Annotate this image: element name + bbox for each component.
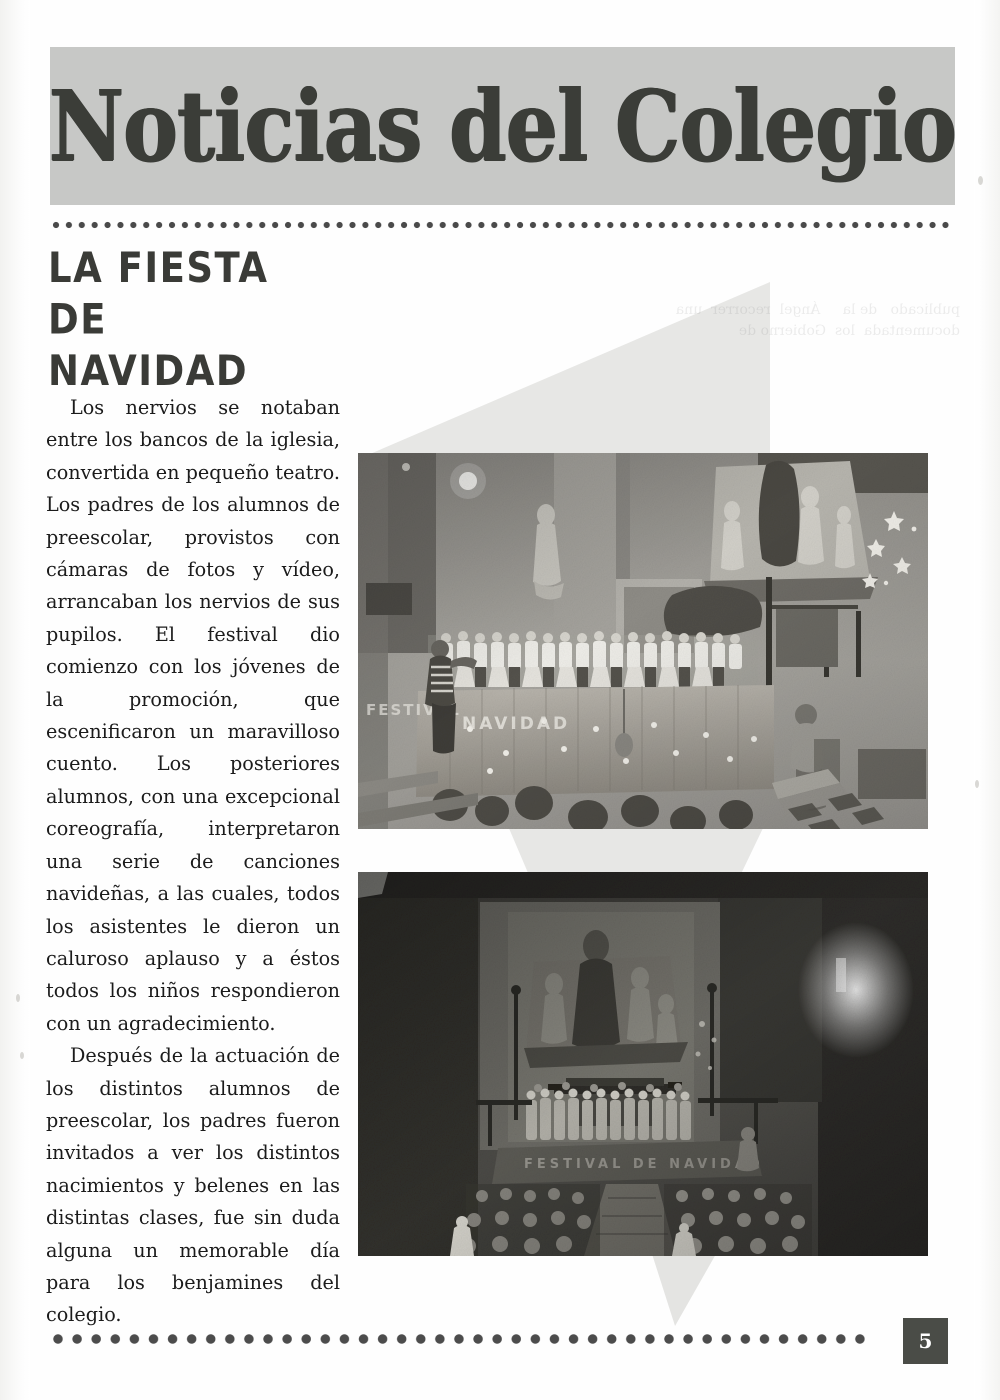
scan-speck	[16, 994, 20, 1002]
article-headline	[48, 243, 348, 398]
scan-speck	[978, 176, 983, 185]
masthead-title: Noticias del Colegio	[48, 68, 957, 184]
page-number-badge: 5	[903, 1318, 948, 1364]
article-body	[46, 392, 340, 1332]
headline-line-2: DE	[48, 295, 107, 344]
scan-speck	[975, 780, 979, 788]
headline-line-3: NAVIDAD	[48, 347, 249, 396]
article-paragraph-1: Los nervios se notaban entre los bancos de la iglesia, convertida en pequeño teatro. Los padres de los alumnos de preescolar, provistos con cámaras de fotos y vídeo, arrancaban los nervios de sus pupilos. El festival dio comienzo con los jóvenes de la promoción, que escenificaron un maravilloso cuento. Los posteriores alumnos, con una excepcional coreografía, interpretaron una serie de canciones navideñas, a las cuales, todos los asistentes le dieron un caluroso aplauso y a éstos todos los niños respondieron con un agradecimiento.	[46, 396, 340, 1035]
dotted-rule-top	[52, 220, 952, 231]
scan-showthrough-text: publicado de la Ángel recorrer una documentada los Gobierno de	[671, 302, 960, 339]
decorative-wedge-bottom	[652, 1254, 716, 1326]
photo-church-wide-view	[358, 872, 928, 1256]
decorative-wedge-top	[370, 282, 770, 454]
masthead-banner	[50, 47, 955, 205]
scan-edge-right	[974, 0, 1000, 1400]
dotted-rule-bottom	[52, 1332, 872, 1348]
article-paragraph-2: Después de la actuación de los distintos alumnos de preescolar, los padres fueron invitados a ver los distintos nacimientos y belenes en las distintas clases, fue sin duda alguna un memorable día para los benjamines del colegio.	[46, 1044, 340, 1327]
headline-line-1: LA FIESTA	[48, 244, 269, 293]
scan-edge-left	[0, 0, 30, 1400]
scan-speck	[20, 1052, 24, 1059]
photo-stage-performance	[358, 453, 928, 829]
decorative-wedge-middle	[508, 826, 764, 874]
